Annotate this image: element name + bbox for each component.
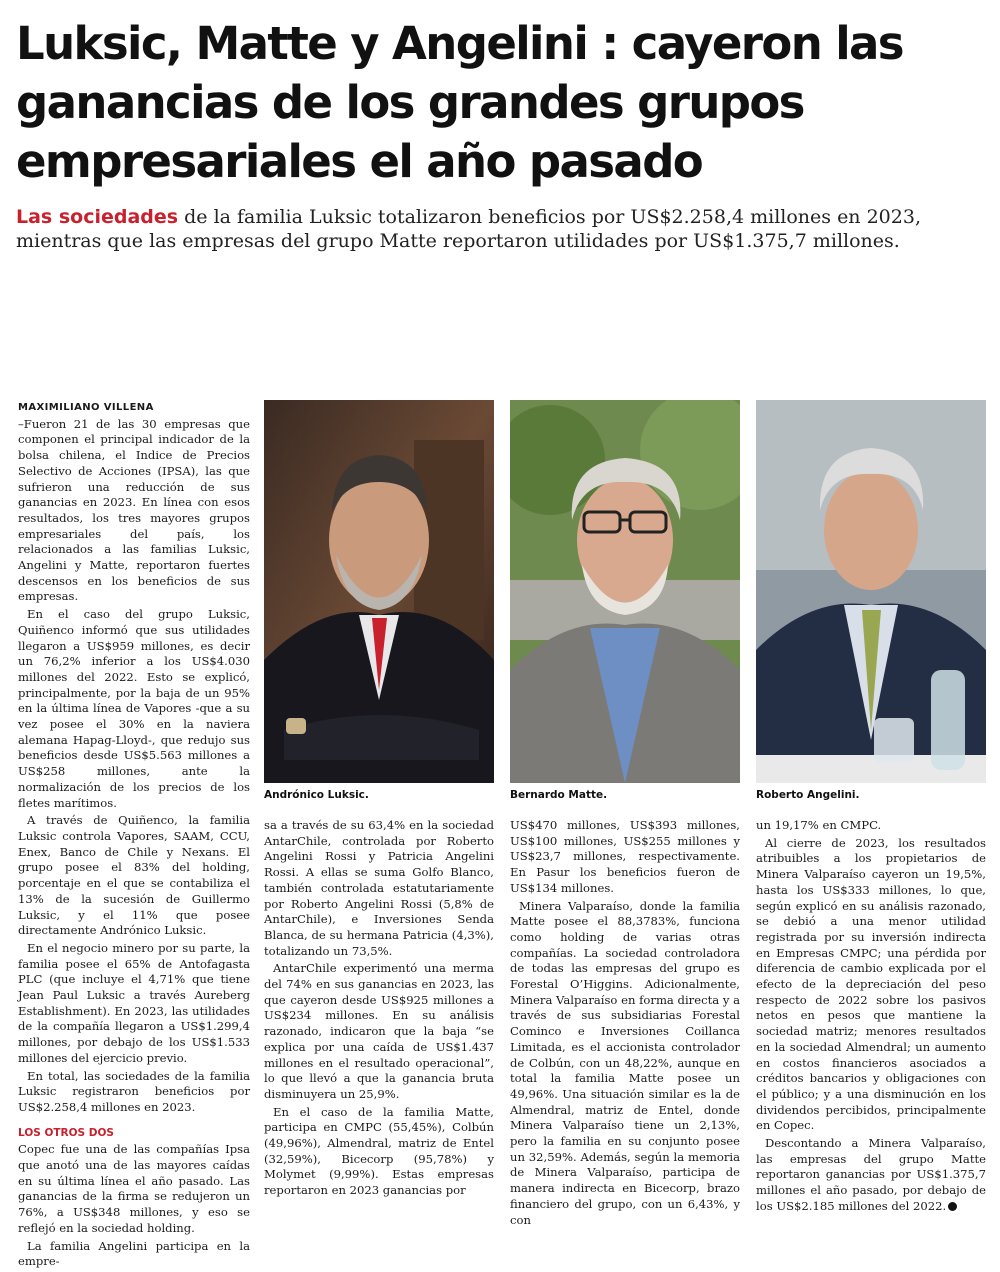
article-column-2 — [264, 818, 494, 1201]
photo-caption-angelini: Roberto Angelini. — [756, 789, 860, 801]
subheadline-text: de la familia Luksic totalizaron beneficios por US$2.258,4 millones en 2023, mientras que las empresas del grupo Matte reportaron utilidades por US$1.375,7 millones. — [16, 206, 921, 252]
photo-luksic — [264, 400, 494, 783]
photo-caption-matte: Bernardo Matte. — [510, 789, 608, 801]
byline: MAXIMILIANO VILLENA — [18, 402, 154, 413]
paragraph — [756, 1136, 986, 1215]
paragraph: A través de Quiñenco, la familia Luksic controla Vapores, SAAM, CCU, Enex, Banco de Chile y Nexans. El grupo posee el 83% del holding, porcentaje en el que se contabiliza el 13% de la sucesión de Guillermo Luksic, y el 11% que posee directamente Andrónico Luksic. — [18, 813, 250, 938]
paragraph: La familia Angelini participa en la empre- — [18, 1238, 250, 1269]
paragraph: En el negocio minero por su parte, la familia posee el 65% de Antofagasta PLC (que incluye el 4,71% que tiene Jean Paul Luksic a través Aureberg Establishment). En 2023, las utilidades de la compañía llegaron a US$1.299,4 millones, por debajo de los US$1.533 millones del ejercicio previo. — [18, 940, 250, 1065]
article-column-3 — [510, 818, 740, 1230]
article-column-1 — [18, 400, 250, 1272]
paragraph: AntarChile experimentó una merma del 74% en sus ganancias en 2023, las que cayeron desde US$925 millones a US$234 millones. En su análisis razonado, indicaron que la baja “se explica por una caída de US$1.437 millones en el resultado operacional”, lo que llevó a que la ganancia bruta disminuyera un 25,9%. — [264, 961, 494, 1101]
subheadline — [16, 205, 986, 253]
paragraph-text: Descontando a Minera Valparaíso, las empresas del grupo Matte reportaron ganancias por US$1.375,7 millones el año pasado, por debajo de los US$2.185 millones del 2022. — [756, 1136, 986, 1213]
paragraph: En total, las sociedades de la familia Luksic registraron beneficios por US$2.258,4 millones en 2023. — [18, 1068, 250, 1114]
paragraph: Minera Valparaíso, donde la familia Matte posee el 88,3783%, funciona como holding de varias otras compañías. La sociedad controladora de todas las empresas del grupo es Forestal O’Higgins. Adicionalmente, Minera Valparaíso en forma directa y a través de sus subsidiarias Forestal Cominco e Inversiones Coillanca Limitada, es el accionista controlador de Colbún, con un 48,22%, aunque en total la familia Matte posee un 49,96%. Una situación similar es la de Almendral, matriz de Entel, donde Minera Valparaíso tiene un 2,13%, pero la familia en su conjunto posee un 32,59%. Además, según la memoria de Minera Valparaíso, participa de manera indirecta en Bicecorp, brazo financiero del grupo, con un 6,43%, y con — [510, 898, 740, 1227]
paragraph: Al cierre de 2023, los resultados atribuibles a los propietarios de Minera Valparaíso cayeron un 19,5%, hasta los US$333 millones, lo que, según explicó en su análisis razonado, se debió a una menor utilidad registrada por su inversión indirecta en Empresas CMPC; una pérdida por diferencia de cambio explicada por el efecto de la depreciación del peso respecto de 2022 sobre los pasivos netos en pesos que mantiene la sociedad matriz; menores resultados en la sociedad Almendral; un aumento en costos financieros asociados a créditos bancarios y obligaciones con el público; y a una disminución en los dividendos percibidos, principalmente en Copec. — [756, 835, 986, 1133]
paragraph: –Fueron 21 de las 30 empresas que componen el principal indicador de la bolsa chilena, el Indice de Precios Selectivo de Acciones (IPSA), las que sufrieron una reducción de sus ganancias en 2023. En línea con esos resultados, los tres mayores grupos empresariales del país, los relacionados a las familias Luksic, Angelini y Matte, reportaron fuertes descensos en los beneficios de sus empresas. — [18, 416, 250, 604]
paragraph: US$470 millones, US$393 millones, US$100 millones, US$255 millones y US$23,7 millones, respectivamente. En Pasur los beneficios fueron de US$134 millones. — [510, 818, 740, 895]
paragraph: un 19,17% en CMPC. — [756, 818, 882, 832]
photo-matte — [510, 400, 740, 783]
subheadline-lead: Las sociedades — [16, 206, 179, 228]
headline: Luksic, Matte y Angelini : cayeron las ganancias de los grandes grupos empresariales el año pasado — [16, 17, 903, 188]
article-column-4 — [756, 818, 986, 1217]
paragraph: Copec fue una de las compañías Ipsa que anotó una de las mayores caídas en su última línea el año pasado. Las ganancias de la firma se redujeron un 76%, a US$348 millones, y eso se reflejó en la sociedad holding. — [18, 1142, 250, 1235]
paragraph: En el caso del grupo Luksic, Quiñenco informó que sus utilidades llegaron a US$959 millones, es decir un 76,2% inferior a los US$4.030 millones del 2022. Esto se explicó, principalmente, por la baja de un 95% en la última línea de Vapores -que a su vez posee el 30% en la naviera alemana Hapag-Lloyd-, que redujo sus beneficios desde US$5.563 millones a US$258 millones, ante la normalización de los precios de los fletes marítimos. — [18, 607, 250, 810]
section-heading: LOS OTROS DOS — [18, 1126, 114, 1139]
end-of-article-icon — [948, 1202, 957, 1211]
paragraph: En el caso de la familia Matte, participa en CMPC (55,45%), Colbún (49,96%), Almendral, matriz de Entel (32,59%), Bicecorp (95,78%) y Molymet (9,99%). Estas empresas reportaron en 2023 ganancias por — [264, 1104, 494, 1198]
photo-caption-luksic: Andrónico Luksic. — [264, 789, 369, 801]
photo-angelini — [756, 400, 986, 783]
paragraph: sa a través de su 63,4% en la sociedad AntarChile, controlada por Roberto Angelini Rossi y Patricia Angelini Rossi. A ellas se suma Golfo Blanco, también controlada estatutariamente por Roberto Angelini Rossi (5,8% de AntarChile), e Inversiones Senda Blanca, de su hermana Patricia (4,3%), totalizando un 73,5%. — [264, 818, 494, 958]
